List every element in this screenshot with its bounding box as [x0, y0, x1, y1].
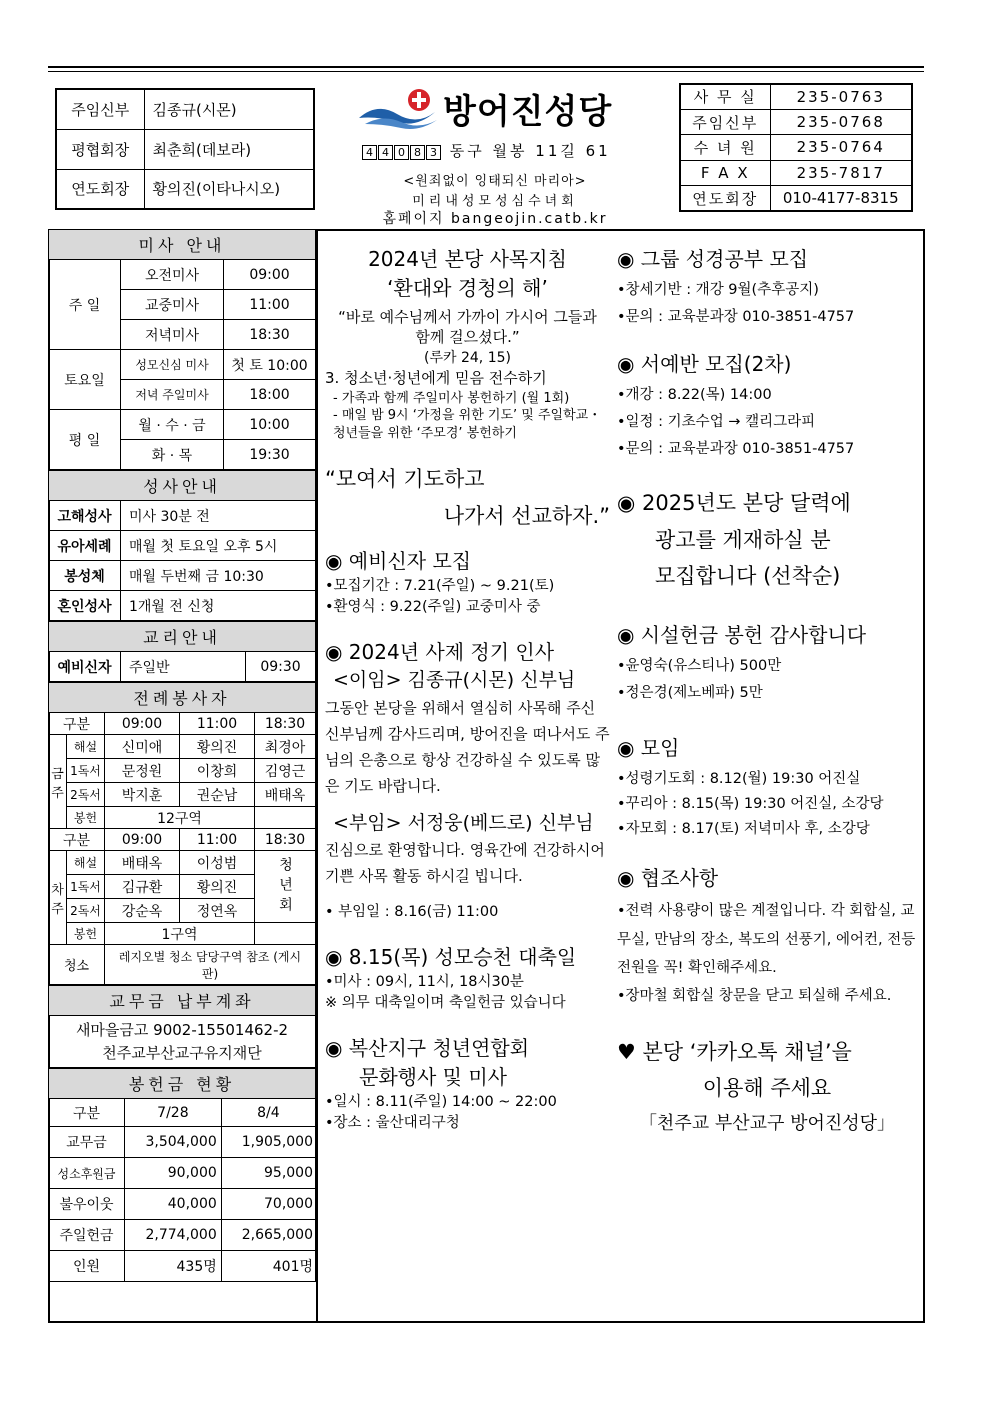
offering-value: 40,000 — [125, 1189, 222, 1220]
catechumen-item: •환영식 : 9.22(주일) 교중미사 중 — [325, 599, 541, 616]
account-owner: 천주교부산교구유지재단 — [102, 1043, 262, 1062]
section-header: 성사안내 — [49, 471, 316, 501]
meeting-title: ◉ 모임 — [617, 736, 680, 761]
staff-name: 김종규(시몬) — [144, 89, 314, 129]
mass-name: 화 · 목 — [121, 440, 224, 470]
offering-table — [48, 1068, 316, 1282]
server-name: 이창희 — [179, 759, 254, 783]
sacrament-desc: 미사 30분 전 — [121, 501, 316, 531]
servers-head: 구분 — [49, 829, 105, 851]
doctrine-label: 예비신자 — [49, 652, 121, 682]
offering-value: 90,000 — [125, 1158, 222, 1189]
server-role: 봉헌 — [67, 807, 105, 829]
servers-table — [48, 682, 316, 985]
contact-label: 주임신부 — [680, 109, 770, 134]
sacrament-name: 혼인성사 — [49, 591, 121, 621]
address — [362, 140, 611, 161]
mass-time: 10:00 — [224, 410, 316, 440]
flower-zone: 12구역 — [105, 807, 255, 829]
servers-head: 11:00 — [179, 713, 254, 735]
mass-name: 월 · 수 · 금 — [121, 410, 224, 440]
policy-quote: “바로 예수님께서 가까이 가시어 그들과 함께 걸으셨다.” — [338, 308, 597, 347]
mass-name: 저녁 주일미사 — [121, 380, 224, 410]
nuns: 미리내성모성심수녀회 — [412, 194, 578, 209]
policy-title: 2024년 본당 사목지침 — [368, 247, 567, 271]
contact-number: 235-0768 — [770, 109, 912, 134]
catechumen-title: ◉ 예비신자 모집 — [325, 549, 472, 574]
sacrament-name: 고해성사 — [49, 501, 121, 531]
servers-head: 09:00 — [105, 713, 180, 735]
top-rule — [48, 66, 924, 68]
offering-label: 주일헌금 — [49, 1220, 125, 1251]
offering-value: 2,774,000 — [125, 1220, 222, 1251]
sacrament-desc: 1개월 전 신청 — [121, 591, 316, 621]
server-role: 해설 — [67, 851, 105, 875]
feast-title: ◉ 8.15(목) 성모승천 대축일 — [325, 944, 577, 969]
offering-value: 2,665,000 — [221, 1220, 315, 1251]
mass-time: 09:00 — [224, 260, 316, 290]
bible-title: ◉ 그룹 성경공부 모집 — [617, 247, 809, 271]
sacrament-table — [48, 470, 316, 621]
doctrine-desc: 주일반 — [121, 652, 246, 682]
sacrament-name: 봉성체 — [49, 561, 121, 591]
youth-title: ◉ 복산지구 청년연합회 — [325, 1035, 530, 1060]
offering-label: 인원 — [49, 1251, 125, 1282]
section-header: 교무금 납부계좌 — [49, 986, 316, 1016]
top-rule-thin — [48, 71, 924, 72]
feast-item: ※ 의무 대축일이며 축일헌금 있습니다 — [325, 994, 566, 1011]
calligraphy-item: •문의 : 교육분과장 010-3851-4757 — [617, 441, 855, 458]
policy-subtitle: ‘환대와 경청의 해’ — [387, 276, 548, 300]
calendar-line3: 모집합니다 (선착순) — [655, 563, 841, 588]
mass-table — [48, 229, 316, 470]
server-name: 배태옥 — [105, 851, 180, 875]
policy-point: 3. 청소년·청년에게 믿음 전수하기 — [325, 368, 547, 387]
server-name: 배태옥 — [255, 783, 316, 807]
zip-digit: 4 — [362, 145, 377, 160]
youth-title-2: 문화행사 및 미사 — [359, 1064, 507, 1089]
right-column — [617, 245, 917, 1138]
offering-head: 8/4 — [221, 1099, 315, 1127]
zip-digit: 8 — [410, 145, 425, 160]
server-name: 황의진 — [179, 735, 254, 759]
contact-label: F A X — [680, 160, 770, 185]
mass-time: 19:30 — [224, 440, 316, 470]
cleaning-desc: 레지오별 청소 담당구역 참조 (게시판) — [105, 945, 316, 985]
zip-digit: 3 — [426, 145, 441, 160]
staff-role: 주임신부 — [56, 89, 144, 129]
server-name: 신미애 — [105, 735, 180, 759]
servers-head: 구분 — [49, 713, 105, 735]
server-name: 김영근 — [255, 759, 316, 783]
server-name: 이성범 — [179, 851, 254, 875]
servers-head: 11:00 — [179, 829, 254, 851]
contact-label: 수 녀 원 — [680, 135, 770, 160]
parish-logo-icon — [357, 88, 439, 132]
account-info — [49, 1016, 316, 1068]
meeting-item: •자모회 : 8.17(토) 저녁미사 후, 소강당 — [617, 821, 870, 838]
youth-label: 청년회 — [255, 851, 316, 923]
calendar-line1: ◉ 2025년도 본당 달력에 — [617, 491, 851, 516]
priest-out: <이임> 김종규(시몬) 신부님 — [333, 669, 576, 692]
priest-in-date: • 부임일 : 8.16(금) 11:00 — [325, 903, 499, 920]
server-name: 문정원 — [105, 759, 180, 783]
staff-name: 황의진(이타나시오) — [144, 169, 314, 209]
thanks-item: •정은경(제노베파) 5만 — [617, 685, 763, 702]
mass-name: 저녁미사 — [121, 320, 224, 350]
calligraphy-title: ◉ 서예반 모집(2차) — [617, 352, 792, 377]
server-name: 정연옥 — [179, 899, 254, 923]
offering-value: 401명 — [221, 1251, 315, 1282]
mass-time: 18:30 — [224, 320, 316, 350]
mass-day: 주 일 — [49, 260, 121, 350]
meeting-item: •꾸리아 : 8.15(목) 19:30 어진실, 소강당 — [617, 796, 884, 813]
kakao-line3: 「천주교 부산교구 방어진성당」 — [638, 1113, 896, 1135]
contact-table — [679, 83, 913, 212]
offering-label: 불우이웃 — [49, 1189, 125, 1220]
staff-role: 연도회장 — [56, 169, 144, 209]
youth-item: •장소 : 울산대리구청 — [325, 1114, 460, 1131]
offering-value: 3,504,000 — [125, 1127, 222, 1158]
feast-item: •미사 : 09시, 11시, 18시30분 — [325, 973, 524, 990]
coop-title: ◉ 협조사항 — [617, 866, 719, 891]
offering-value: 70,000 — [221, 1189, 315, 1220]
sacrament-desc: 매월 두번째 금 10:30 — [121, 561, 316, 591]
staff-name: 최춘희(데보라) — [144, 129, 314, 169]
week-label: 차주 — [49, 851, 67, 945]
offering-label: 성소후원금 — [49, 1158, 125, 1189]
account-table — [48, 985, 316, 1068]
coop-item: •장마철 회합실 창문을 닫고 퇴실해 주세요. — [617, 988, 892, 1005]
server-role: 1독서 — [67, 875, 105, 899]
coop-item: •전력 사용량이 많은 계절입니다. 각 회합실, 교무실, 만남의 장소, 복도의 선풍기, 에어컨, 전등 전원을 꼭! 확인해주세요. — [617, 903, 916, 976]
section-header: 전례봉사자 — [49, 683, 316, 713]
thanks-item: •윤영숙(유스티나) 500만 — [617, 658, 782, 675]
server-role: 해설 — [67, 735, 105, 759]
servers-head: 18:30 — [255, 829, 316, 851]
policy-point-a: - 가족과 함께 주일미사 봉헌하기 (월 1회) — [333, 390, 570, 406]
parish-title: 방어진성당 — [443, 92, 613, 132]
mass-time: 18:00 — [224, 380, 316, 410]
contact-number: 235-7817 — [770, 160, 912, 185]
mass-time: 첫 토 10:00 — [224, 350, 316, 380]
mass-name: 오전미사 — [121, 260, 224, 290]
calligraphy-item: •일정 : 기초수업 → 캘리그라피 — [617, 414, 816, 431]
homepage: 홈페이지 bangeojin.catb.kr — [382, 211, 608, 227]
flower-zone: 1구역 — [105, 923, 255, 945]
youth-item: •일시 : 8.11(주일) 14:00 ~ 22:00 — [325, 1093, 557, 1110]
thanks-title: ◉ 시설헌금 봉헌 감사합니다 — [617, 623, 867, 648]
server-role: 봉헌 — [67, 923, 105, 945]
mass-name: 교중미사 — [121, 290, 224, 320]
offering-head: 7/28 — [125, 1099, 222, 1127]
left-column — [48, 229, 317, 1282]
contact-label: 사 무 실 — [680, 84, 770, 109]
doctrine-time: 09:30 — [246, 652, 316, 682]
middle-column — [325, 245, 610, 1134]
mass-day: 토요일 — [49, 350, 121, 410]
staff-role: 평협회장 — [56, 129, 144, 169]
motto: <원죄없이 잉태되신 마리아> — [403, 174, 587, 189]
section-header: 교리안내 — [49, 622, 316, 652]
policy-point-b: - 매일 밤 9시 ‘가정을 위한 기도’ 및 주일학교・청년들을 위한 ‘주모경’ 봉헌하기 — [333, 408, 602, 441]
priest-in-text: 진심으로 환영합니다. 영육간에 건강하시어 기쁜 사목 활동 하시길 빕니다. — [325, 841, 605, 886]
offering-value: 95,000 — [221, 1158, 315, 1189]
address-text: 동구 월봉 11길 61 — [449, 142, 611, 160]
offering-label: 교무금 — [49, 1127, 125, 1158]
server-name: 강순옥 — [105, 899, 180, 923]
kakao-line2: 이용해 주세요 — [702, 1075, 832, 1100]
sacrament-desc: 매월 첫 토요일 오후 5시 — [121, 531, 316, 561]
bible-item: •문의 : 교육분과장 010-3851-4757 — [617, 309, 855, 326]
contact-label: 연도회장 — [680, 186, 770, 211]
server-name: 최경아 — [255, 735, 316, 759]
mass-time: 11:00 — [224, 290, 316, 320]
mass-name: 성모신심 미사 — [121, 350, 224, 380]
contact-number: 010-4177-8315 — [770, 186, 912, 211]
kakao-line1: ♥ 본당 ‘카카오톡 채널’을 — [617, 1039, 852, 1064]
calligraphy-item: •개강 : 8.22(목) 14:00 — [617, 387, 772, 404]
priest-title: ◉ 2024년 사제 정기 인사 — [325, 640, 555, 665]
contact-number: 235-0763 — [770, 84, 912, 109]
servers-head: 09:00 — [105, 829, 180, 851]
calendar-line2: 광고를 게재하실 분 — [655, 527, 831, 552]
server-name: 권순남 — [179, 783, 254, 807]
bible-item: •창세기반 : 개강 9월(추후공지) — [617, 282, 819, 298]
zip-digit: 4 — [378, 145, 393, 160]
server-role: 2독서 — [67, 899, 105, 923]
section-header: 미사 안내 — [49, 230, 316, 260]
priest-in: <부임> 서정웅(베드로) 신부님 — [333, 811, 594, 834]
account-number: 새마을금고 9002-15501462-2 — [75, 1021, 289, 1039]
doctrine-table — [48, 621, 316, 682]
slogan-line2: 나가서 선교하자.” — [443, 503, 610, 528]
catechumen-item: •모집기간 : 7.21(주일) ~ 9.21(토) — [325, 578, 555, 595]
server-name: 김규환 — [105, 875, 180, 899]
policy-quote-ref: (루카 24, 15) — [424, 349, 511, 366]
cleaning-label: 청소 — [49, 945, 105, 985]
server-role: 1독서 — [67, 759, 105, 783]
server-role: 2독서 — [67, 783, 105, 807]
mass-day: 평 일 — [49, 410, 121, 470]
sacrament-name: 유아세례 — [49, 531, 121, 561]
offering-head: 구분 — [49, 1099, 125, 1127]
contact-number: 235-0764 — [770, 135, 912, 160]
section-header: 봉헌금 현황 — [49, 1069, 316, 1099]
zip-digit: 0 — [394, 145, 409, 160]
priest-out-text: 그동안 본당을 위해서 열심히 사목해 주신 신부님께 감사드리며, 방어진을 떠나서도 주님의 은총으로 항상 건강하실 수 있도록 많은 기도 바랍니다. — [325, 698, 610, 796]
week-label: 금주 — [49, 735, 67, 829]
offering-value: 1,905,000 — [221, 1127, 315, 1158]
servers-head: 18:30 — [255, 713, 316, 735]
server-name: 황의진 — [179, 875, 254, 899]
meeting-item: •성령기도회 : 8.12(월) 19:30 어진실 — [617, 771, 861, 788]
slogan-line1: “모여서 기도하고 — [325, 467, 485, 492]
offering-value: 435명 — [125, 1251, 222, 1282]
staff-table — [55, 88, 315, 210]
server-name: 박지훈 — [105, 783, 180, 807]
